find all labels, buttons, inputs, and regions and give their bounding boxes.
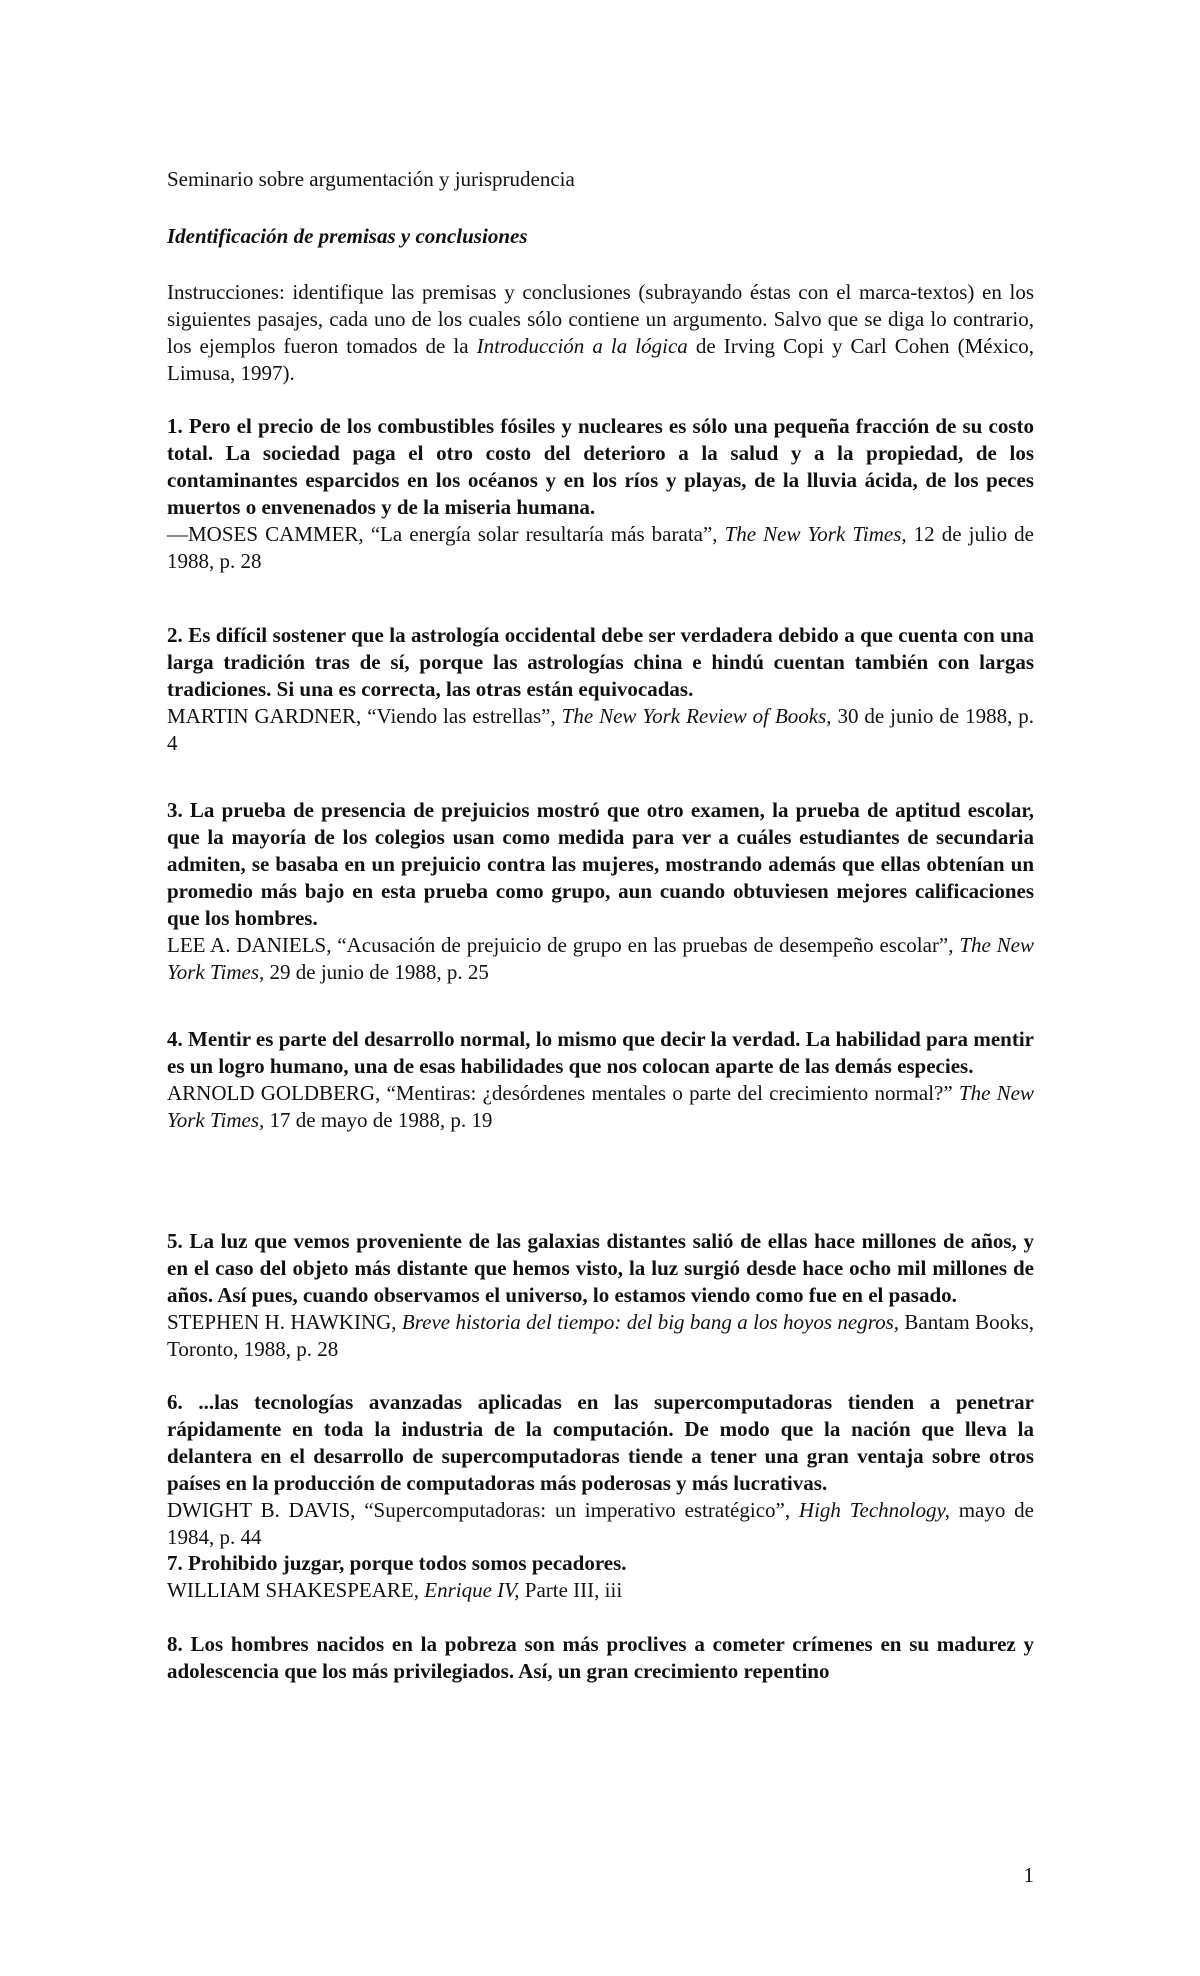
source-date: 29 de junio de 1988, p. 25 — [264, 960, 489, 984]
source-publication: The New York Times, — [167, 933, 1034, 984]
instructions-book-title: Introducción a la lógica — [476, 334, 688, 358]
source-author: WILLIAM SHAKESPEARE, — [167, 1578, 425, 1602]
source-publisher: Bantam Books, Toronto, 1988, p. 28 — [167, 1310, 1034, 1361]
passage-1 — [167, 413, 1034, 575]
course-title: Seminario sobre argumentación y jurisprudencia — [167, 167, 575, 191]
passage-3 — [167, 797, 1034, 986]
passage-text: 6. ...las tecnologías avanzadas aplicadas en las supercomputadoras tienden a penetrar rápidamente en toda la industria de la computación. De modo que la nación que lleva la delantera en el desarrollo de supercomputadoras tiende a tener una gran ventaja sobre otros países en la producción de computadoras más poderosas y más lucrativas. — [167, 1390, 1034, 1495]
source-date: mayo de 1984, p. 44 — [167, 1498, 1035, 1549]
source-author-title: LEE A. DANIELS, “Acusación de prejuicio de grupo en las pruebas de desempeño escolar”, — [167, 933, 960, 957]
source-date: 17 de mayo de 1988, p. 19 — [264, 1108, 493, 1132]
source-date: 12 de julio de 1988, p. 28 — [167, 522, 1034, 573]
source-date: 30 de junio de 1988, p. 4 — [167, 704, 1035, 755]
instructions-paragraph — [167, 279, 1034, 387]
section-subtitle: Identificación de premisas y conclusiones — [167, 224, 528, 248]
passage-5 — [167, 1228, 1034, 1363]
passage-source — [167, 1497, 1034, 1551]
passage-source — [167, 932, 1034, 986]
passage-text: 3. La prueba de presencia de prejuicios mostró que otro examen, la prueba de aptitud escolar, que la mayoría de los colegios usan como medida para ver a cuáles estudiantes de secundaria admiten, se basaba en un prejuicio contra las mujeres, mostrando además que ellas obtenían un promedio más bajo en esta prueba como grupo, aun cuando obtuviesen mejores calificaciones que los hombres. — [167, 798, 1034, 930]
source-publication: High Technology, — [798, 1498, 950, 1522]
page-number: 1 — [1023, 1863, 1034, 1887]
passage-text: 1. Pero el precio de los combustibles fósiles y nucleares es sólo una pequeña fracción de su costo total. La sociedad paga el otro costo del deterioro a la salud y a la propiedad, de los contaminantes esparcidos en los océanos y en los ríos y playas, de la lluvia ácida, de los peces muertos o envenenados y de la miseria humana. — [167, 414, 1034, 519]
passage-source — [167, 1080, 1034, 1134]
source-publication: The New York Times, — [167, 1081, 1034, 1132]
passage-text: 8. Los hombres nacidos en la pobreza son más proclives a cometer crímenes en su madurez y adolescencia que los más privilegiados. Así, un gran crecimiento repentino — [167, 1632, 1034, 1683]
source-work-title: Enrique IV, — [424, 1578, 520, 1602]
source-author: STEPHEN H. HAWKING, — [167, 1310, 402, 1334]
source-author-title: —MOSES CAMMER, “La energía solar resultaría más barata”, — [167, 522, 725, 546]
source-author-title: MARTIN GARDNER, “Viendo las estrellas”, — [167, 704, 562, 728]
passage-source — [167, 1309, 1034, 1363]
source-publication: The New York Review of Books, — [561, 704, 832, 728]
passage-text: 7. Prohibido juzgar, porque todos somos pecadores. — [167, 1551, 627, 1575]
passage-source — [167, 703, 1034, 757]
passage-text: 2. Es difícil sostener que la astrología occidental debe ser verdadera debido a que cuenta con una larga tradición tras de sí, porque las astrologías china e hindú cuentan también con largas tradiciones. Si una es correcta, las otras están equivocadas. — [167, 623, 1034, 701]
source-publication: The New York Times, — [724, 522, 907, 546]
passage-4 — [167, 1026, 1034, 1134]
passage-source — [167, 1577, 1034, 1604]
source-reference: Parte III, iii — [519, 1578, 623, 1602]
source-book-title: Breve historia del tiempo: del big bang a los hoyos negros, — [401, 1310, 900, 1334]
source-author-title: ARNOLD GOLDBERG, “Mentiras: ¿desórdenes mentales o parte del crecimiento normal?” — [167, 1081, 959, 1105]
instructions-text-end: de Irving Copi y Carl Cohen (México, Limusa, 1997). — [167, 334, 1035, 385]
passage-7 — [167, 1550, 1034, 1604]
passage-text: 5. La luz que vemos proveniente de las galaxias distantes salió de ellas hace millones de años, y en el caso del objeto más distante que hemos visto, la luz surgió desde hace ocho mil millones de años. Así pues, cuando observamos el universo, lo estamos viendo como fue en el pasado. — [167, 1229, 1034, 1307]
passage-8 — [167, 1631, 1034, 1685]
passage-source — [167, 521, 1034, 575]
passage-2 — [167, 622, 1034, 757]
passage-6 — [167, 1389, 1034, 1551]
instructions-text-start: Instrucciones: identifique las premisas y conclusiones (subrayando éstas con el marca-textos) en los siguientes pasajes, cada uno de los cuales sólo contiene un argumento. Salvo que se diga lo contrario, los ejemplos fueron tomados de la — [167, 280, 1034, 358]
passage-text: 4. Mentir es parte del desarrollo normal, lo mismo que decir la verdad. La habilidad para mentir es un logro humano, una de esas habilidades que nos colocan aparte de las demás especies. — [167, 1027, 1034, 1078]
source-author-title: DWIGHT B. DAVIS, “Supercomputadoras: un imperativo estratégico”, — [167, 1498, 799, 1522]
